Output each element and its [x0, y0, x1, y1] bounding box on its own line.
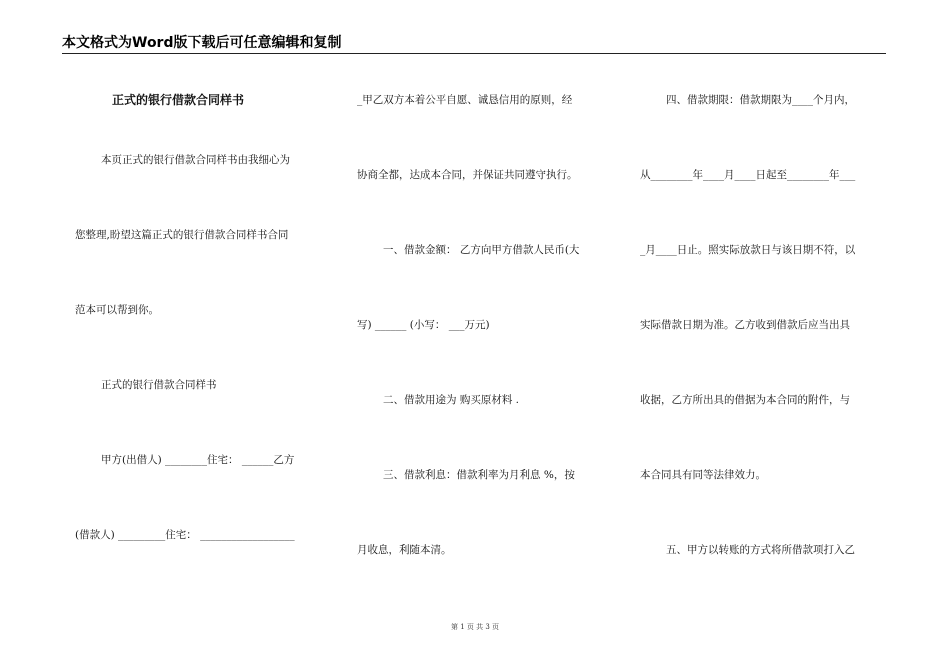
paragraph-line: 您整理,盼望这篇正式的银行借款合同样书合同	[75, 229, 289, 241]
paragraph-line: 写) ______ (小写： ___万元)	[357, 319, 490, 331]
paragraph-line: 从________年____月____日起至________年___	[640, 169, 856, 181]
paragraph-line: (借款人) _________住宅： __________________	[75, 529, 295, 541]
paragraph-line: 本页正式的银行借款合同样书由我细心为	[101, 154, 290, 166]
paragraph-line: 月收息，利随本清。	[357, 544, 452, 556]
paragraph-line: _月____日止。照实际放款日与该日期不符，以	[640, 244, 856, 256]
paragraph-line: 本合同具有同等法律效力。	[640, 469, 766, 481]
paragraph-line: 二、借款用途为 购买原材料 .	[383, 394, 520, 406]
paragraph-line: 协商全都，达成本合同，并保证共同遵守执行。	[357, 169, 578, 181]
header-divider	[62, 53, 886, 54]
paragraph-line: 一、借款金额： 乙方向甲方借款人民币(大	[383, 244, 580, 256]
paragraph-line: 甲方(出借人) ________住宅： ______乙方	[101, 454, 295, 466]
page-number-footer: 第 1 页 共 3 页	[450, 623, 500, 631]
paragraph-line: 收据，乙方所出具的借据为本合同的附件，与	[640, 394, 850, 406]
document-header: 本文格式为Word版下载后可任意编辑和复制	[62, 35, 342, 51]
paragraph-line: 正式的银行借款合同样书	[101, 379, 217, 391]
paragraph-line: 三、借款利息：借款利率为月利息 %，按	[383, 469, 575, 481]
paragraph-line: 实际借款日期为准。乙方收到借款后应当出具	[640, 319, 850, 331]
paragraph-line: _甲乙双方本着公平自愿、诚恳信用的原则，经	[357, 94, 573, 106]
paragraph-line: 范本可以帮到你。	[75, 304, 159, 316]
document-title: 正式的银行借款合同样书	[112, 93, 245, 107]
paragraph-line: 四、借款期限：借款期限为____个月内，	[666, 94, 855, 106]
paragraph-line: 五、甲方以转账的方式将所借款项打入乙	[666, 544, 855, 556]
